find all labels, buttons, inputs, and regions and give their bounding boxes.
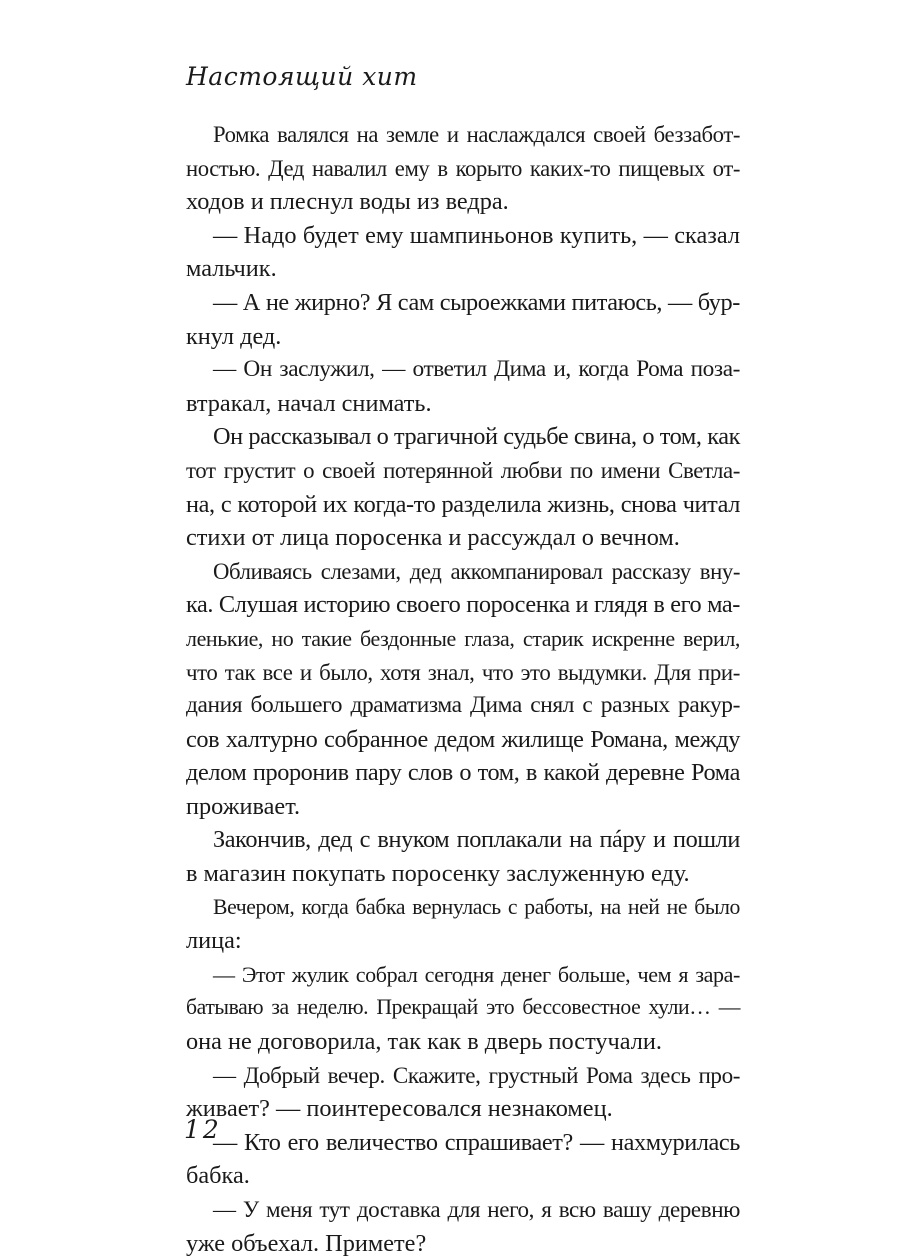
text-line: лица: bbox=[186, 927, 242, 955]
page-number: 12 bbox=[184, 1115, 222, 1144]
text-line: проживает. bbox=[186, 792, 301, 820]
running-title: Настоящий хит bbox=[186, 62, 418, 91]
text-line: — Он заслужил, — ответил Дима и, когда Рома поза- bbox=[213, 356, 740, 383]
text-line: ходов и плеснул воды из ведра. bbox=[186, 188, 509, 216]
text-line: бабка. bbox=[186, 1162, 250, 1190]
text-line: — У меня тут доставка для него, я всю вашу деревню bbox=[213, 1196, 740, 1222]
text-line: мальчик. bbox=[186, 255, 277, 283]
text-line: Обливаясь слезами, дед аккомпанировал рассказу вну- bbox=[213, 558, 740, 584]
text-line: что так все и было, хотя знал, что это выдумки. Для при- bbox=[186, 659, 740, 685]
text-line: она не договорила, так как в дверь постучали. bbox=[186, 1028, 662, 1056]
text-line: ленькие, но такие бездонные глаза, старик искренне верил, bbox=[186, 625, 740, 651]
body-text bbox=[186, 118, 740, 1260]
text-line: уже объехал. Примете? bbox=[186, 1229, 427, 1257]
text-line: кнул дед. bbox=[186, 322, 282, 350]
text-line: тот грустит о своей потерянной любви по имени Светла- bbox=[186, 457, 740, 483]
text-line: делом проронив пару слов о том, в какой деревне Рома bbox=[186, 759, 740, 787]
text-line: Вечером, когда бабка вернулась с работы, на ней не было bbox=[213, 894, 740, 919]
text-line: батываю за неделю. Прекращай это бессовестное хули… — bbox=[186, 995, 740, 1020]
text-line: сов халтурно собранное дедом жилище Романа, между bbox=[186, 725, 740, 753]
text-line: ностью. Дед навалил ему в корыто каких-то пищевых от- bbox=[186, 155, 740, 181]
text-line: Он рассказывал о трагичной судьбе свина, о том, как bbox=[213, 423, 741, 451]
text-line: живает? — поинтересовался незнакомец. bbox=[186, 1095, 613, 1123]
text-line: дания большего драматизма Дима снял с разных ракур- bbox=[186, 692, 740, 719]
text-line: в магазин покупать поросенку заслуженную еду. bbox=[186, 860, 690, 888]
text-line: ка. Слушая историю своего поросенка и глядя в его ма- bbox=[186, 591, 740, 619]
text-line: — Добрый вечер. Скажите, грустный Рома здесь про- bbox=[213, 1061, 740, 1088]
text-line: на, с которой их когда-то разделила жизнь, снова читал bbox=[186, 490, 740, 518]
text-line: — А не жирно? Я сам сыроежками питаюсь, — бур- bbox=[213, 288, 740, 316]
text-line: втракал, начал снимать. bbox=[186, 389, 432, 417]
text-line: Ромка валялся на земле и наслаждался своей беззабот- bbox=[213, 122, 740, 147]
text-line: — Надо будет ему шампиньонов купить, — сказал bbox=[213, 221, 740, 249]
text-line: стихи от лица поросенка и рассуждал о вечном. bbox=[186, 524, 680, 552]
text-line: — Этот жулик собрал сегодня денег больше, чем я зара- bbox=[213, 961, 740, 987]
text-line: — Кто его величество спрашивает? — нахмурилась bbox=[213, 1128, 740, 1156]
text-line: Закончив, дед с внуком поплакали на пáру и пошли bbox=[213, 826, 740, 854]
